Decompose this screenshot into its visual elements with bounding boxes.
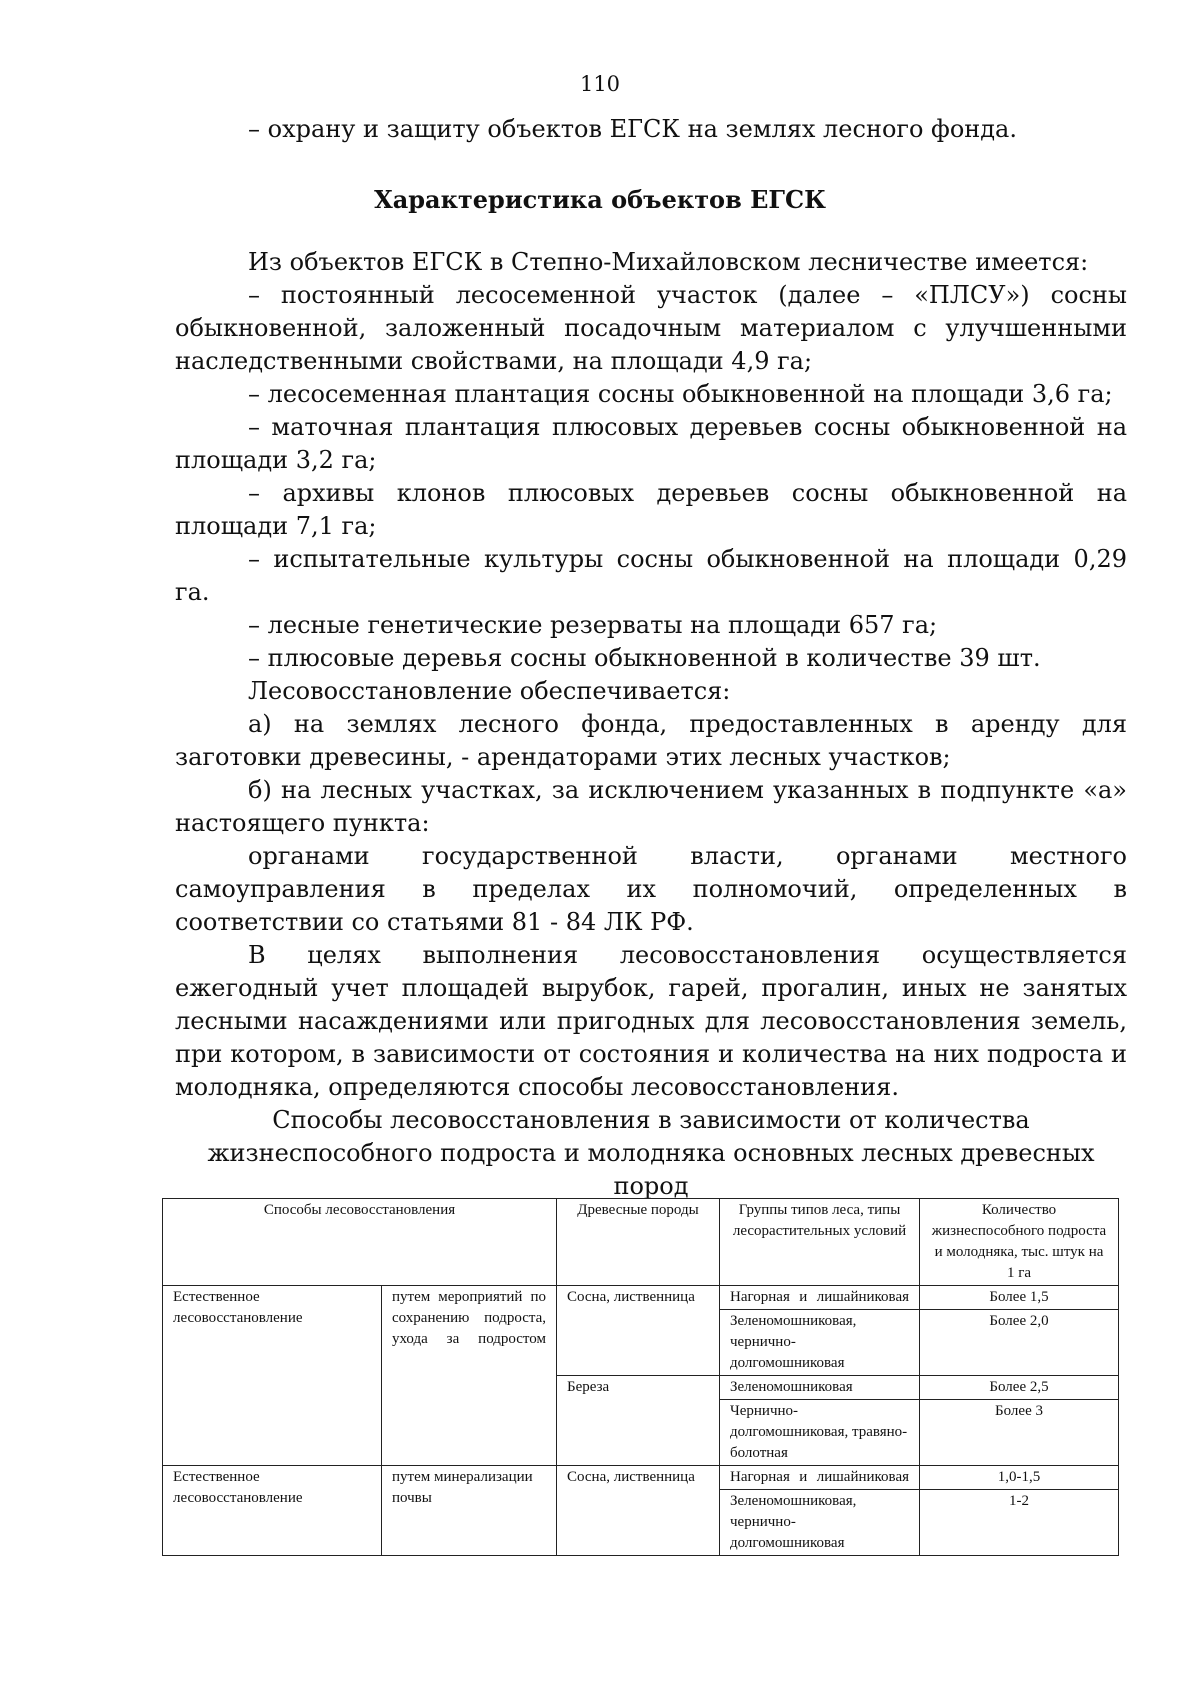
header-forest-types: Группы типов леса, типы лесорастительных условий xyxy=(720,1199,920,1286)
table-title: Способы лесовосстановления в зависимости от количества жизнеспособного подроста и молодняка основных лесных древесных пород xyxy=(207,1106,1095,1200)
quantity-cell: 1,0-1,5 xyxy=(920,1466,1119,1490)
table-header-row xyxy=(163,1199,1119,1286)
authorities-paragraph: органами государственной власти, органами местного самоуправления в пределах их полномочий, определенных в соответствии со статьями 81 - 84 ЛК РФ. xyxy=(175,842,1127,936)
forest-type-cell: Зеленомошниковая, чернично-долгомошниковая xyxy=(720,1490,920,1556)
forest-type-cell: Нагорная и лишайниковая xyxy=(720,1466,920,1490)
subitem-a: а) на землях лесного фонда, предоставленных в аренду для заготовки древесины, - арендаторами этих лесных участков; xyxy=(175,710,1127,771)
measure-cell: путем минерализации почвы xyxy=(382,1466,557,1556)
list-item-plsu: – постоянный лесосеменной участок (далее – «ПЛСУ») сосны обыкновенной, заложенный посадочным материалом с улучшенными наследственными свойствами, на площади 4,9 га; xyxy=(175,281,1127,375)
species-cell: Береза xyxy=(557,1376,720,1466)
list-item-clone-archives: – архивы клонов плюсовых деревьев сосны обыкновенной на площади 7,1 га; xyxy=(175,479,1127,540)
list-item-genetic-reserves: – лесные генетические резерваты на площади 657 га; xyxy=(248,611,938,639)
species-cell: Сосна, лиственница xyxy=(557,1286,720,1376)
quantity-cell: Более 2,5 xyxy=(920,1376,1119,1400)
reforestation-paragraph: Лесовосстановление обеспечивается: xyxy=(248,677,731,705)
forest-type-cell: Зеленомошниковая xyxy=(720,1376,920,1400)
page-number: 110 xyxy=(579,72,621,96)
intro-paragraph: Из объектов ЕГСК в Степно-Михайловском лесничестве имеется: xyxy=(248,248,1089,276)
species-cell: Сосна, лиственница xyxy=(557,1466,720,1556)
quantity-cell: Более 2,0 xyxy=(920,1310,1119,1376)
reforestation-table xyxy=(162,1198,1119,1556)
accounting-paragraph: В целях выполнения лесовосстановления осуществляется ежегодный учет площадей вырубок, гарей, прогалин, иных не занятых лесными насаждениями или пригодных для лесовосстановления земель, при котором, в зависимости от состояния и количества на них подроста и молодняка, определяются способы лесовосстановления. xyxy=(175,941,1127,1101)
first-line xyxy=(175,113,1127,146)
forest-type-cell: Зеленомошниковая, чернично-долгомошниковая xyxy=(720,1310,920,1376)
method-cell: Естественное лесовосстановление xyxy=(163,1466,382,1556)
section-heading: Характеристика объектов ЕГСК xyxy=(374,185,826,214)
forest-type-cell: Нагорная и лишайниковая xyxy=(720,1286,920,1310)
list-item-test-cultures: – испытательные культуры сосны обыкновенной на площади 0,29 га. xyxy=(175,545,1127,606)
table-row xyxy=(163,1286,1119,1310)
list-item-plus-trees: – плюсовые деревья сосны обыкновенной в количестве 39 шт. xyxy=(248,644,1041,672)
quantity-cell: Более 3 xyxy=(920,1400,1119,1466)
list-item-plantation: – лесосеменная плантация сосны обыкновенной на площади 3,6 га; xyxy=(248,380,1113,408)
subitem-b: б) на лесных участках, за исключением указанных в подпункте «а» настоящего пункта: xyxy=(175,776,1127,837)
header-methods: Способы лесовосстановления xyxy=(163,1199,557,1286)
table-row xyxy=(163,1466,1119,1490)
forest-type-cell: Чернично-долгомошниковая, травяно-болотная xyxy=(720,1400,920,1466)
protection-item: – охрану и защиту объектов ЕГСК на землях лесного фонда. xyxy=(248,115,1017,143)
quantity-cell: 1-2 xyxy=(920,1490,1119,1556)
quantity-cell: Более 1,5 xyxy=(920,1286,1119,1310)
method-cell: Естественное лесовосстановление xyxy=(163,1286,382,1466)
header-quantity: Количество жизнеспособного подроста и молодняка, тыс. штук на 1 га xyxy=(920,1199,1119,1286)
measure-cell: путем мероприятий по сохранению подроста, ухода за подростом xyxy=(382,1286,557,1466)
list-item-mother-plantation: – маточная плантация плюсовых деревьев сосны обыкновенной на площади 3,2 га; xyxy=(175,413,1127,474)
header-species: Древесные породы xyxy=(557,1199,720,1286)
body-text xyxy=(175,246,1127,1104)
